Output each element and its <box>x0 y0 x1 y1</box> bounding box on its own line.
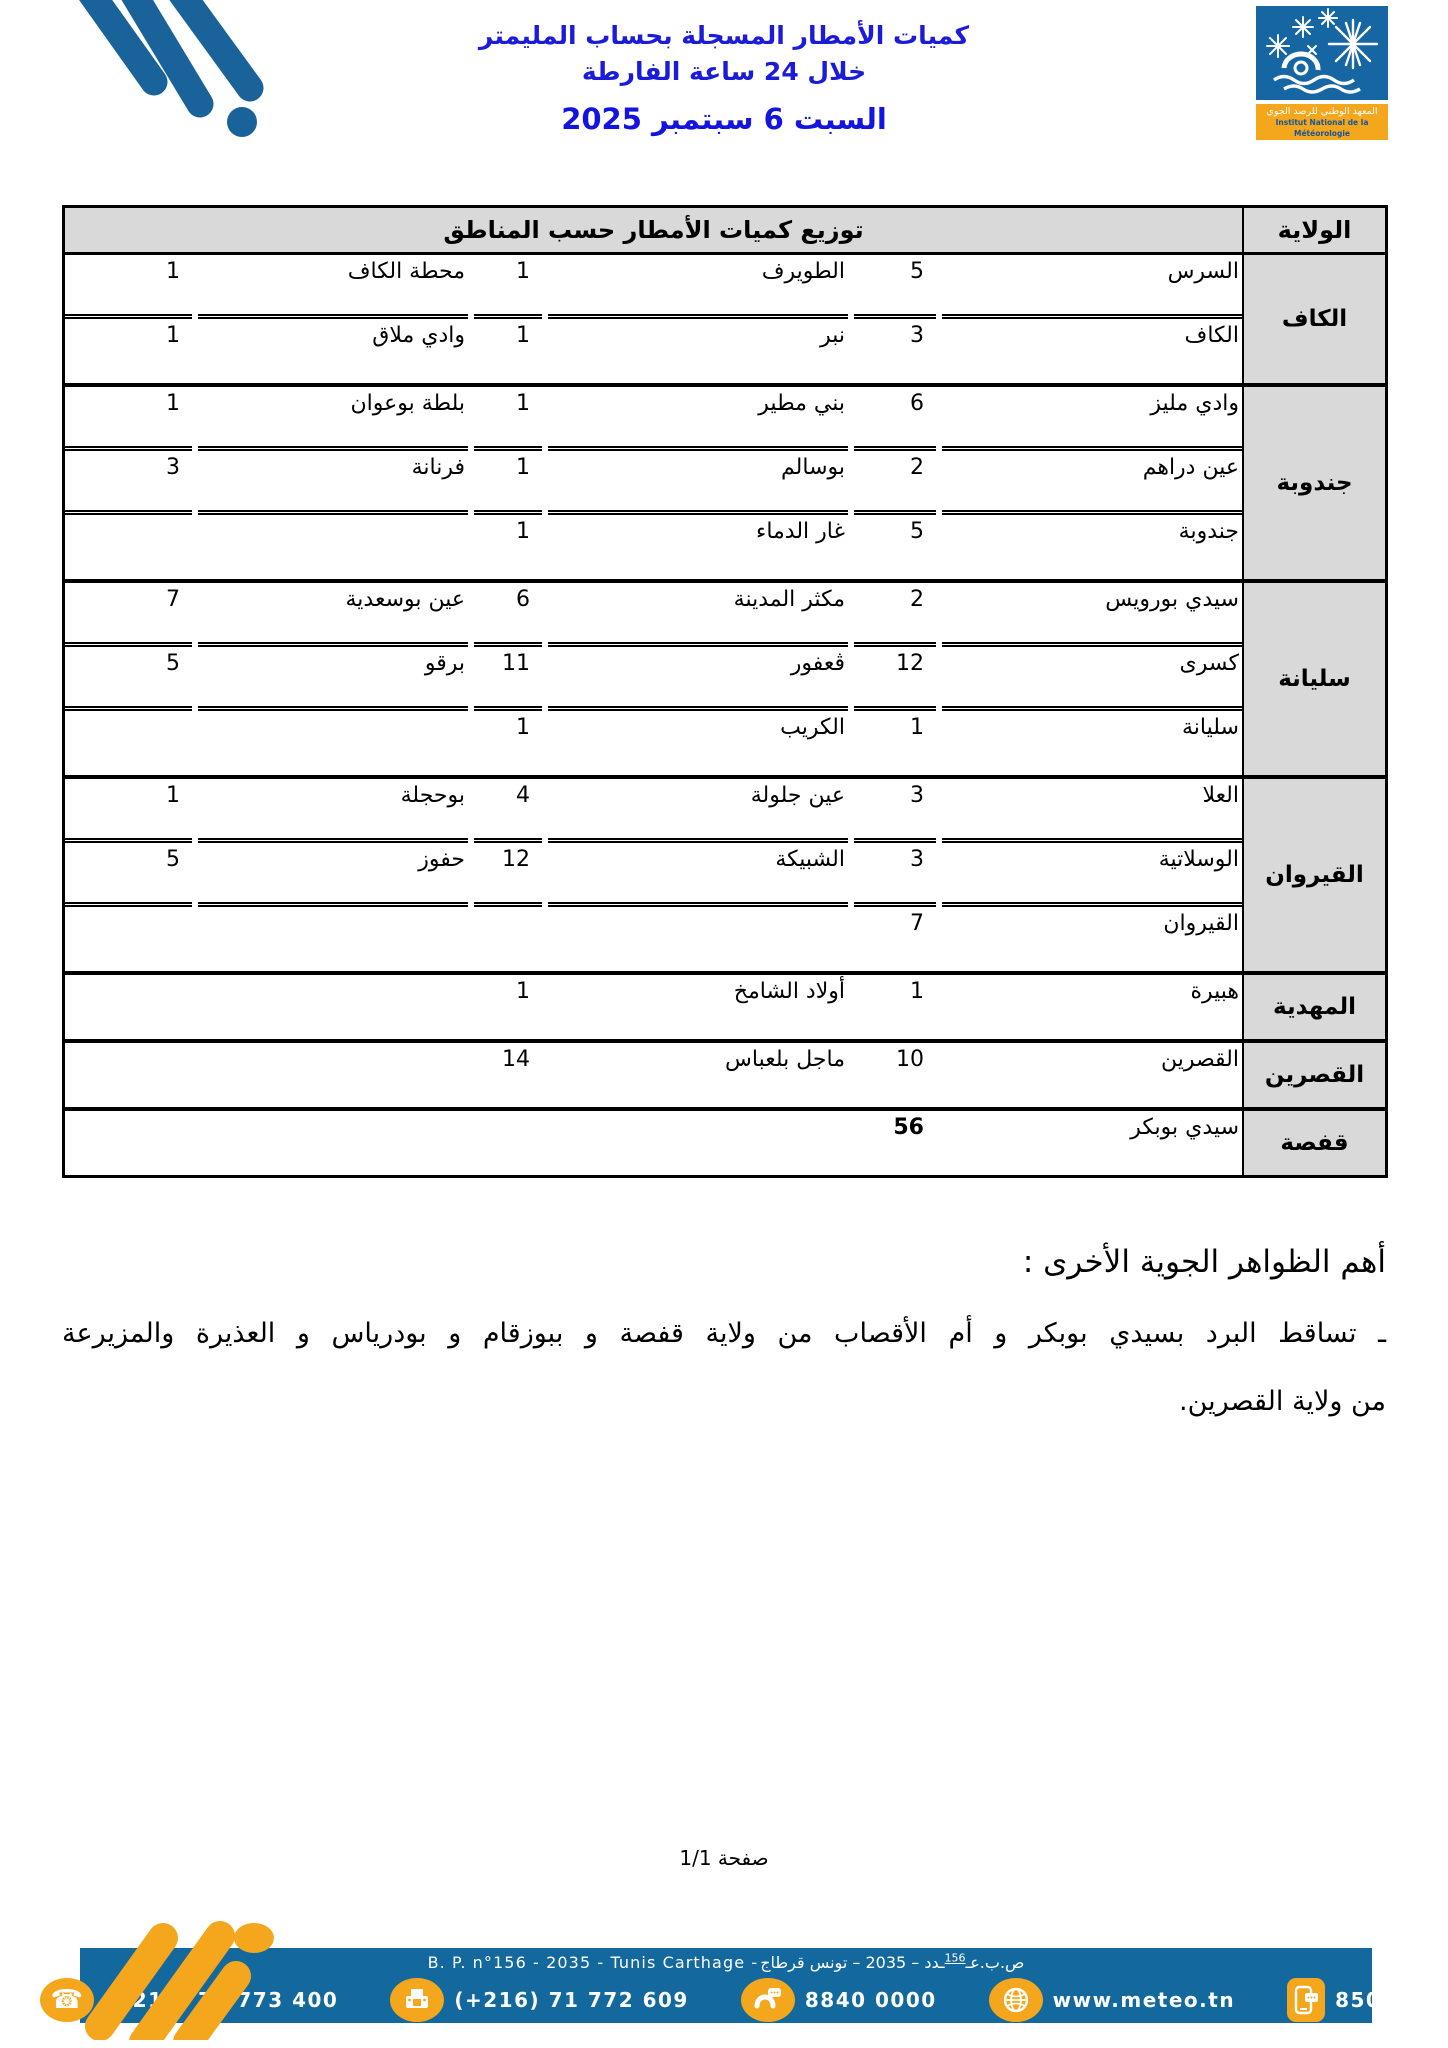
rain-row <box>65 711 1242 775</box>
rain-row <box>65 843 1242 907</box>
station-name-cell: ڤعفور <box>548 647 848 711</box>
globe-icon <box>989 1978 1043 2022</box>
rainfall-table <box>62 205 1388 1178</box>
station-name-cell <box>198 1043 468 1107</box>
station-name-cell: برقو <box>198 647 468 711</box>
rain-row <box>65 319 1242 383</box>
wilaya-group <box>65 1043 1385 1111</box>
rain-value-cell: 6 <box>474 583 542 647</box>
rain-value-cell: 5 <box>854 255 936 319</box>
footer-contact-label: (+216) 71 772 609 <box>454 1988 689 2012</box>
rain-value-cell <box>65 975 192 1039</box>
inm-logo-band <box>1256 104 1388 140</box>
footer-contact-label: (+216) 71 773 400 <box>103 1988 339 2012</box>
wilaya-label: القصرين <box>1242 1043 1385 1107</box>
station-name-cell: أولاد الشامخ <box>733 979 845 1004</box>
station-name-cell: جندوبة <box>1178 519 1239 544</box>
station-name-cell <box>198 1111 468 1175</box>
footer-contact-label: www.meteo.tn <box>1052 1988 1236 2012</box>
wilaya-group <box>65 1111 1385 1175</box>
rain-value-cell: 14 <box>502 1047 530 1072</box>
station-name-cell: بني مطير <box>548 387 848 451</box>
rain-row <box>65 583 1242 647</box>
footer-contact-item <box>741 1978 937 2022</box>
station-name-cell: هبيرة <box>1190 979 1239 1004</box>
station-name-cell: الشبيكة <box>548 843 848 907</box>
phenomena-text-line2: من ولاية القصرين. <box>1179 1386 1386 1417</box>
rain-value-cell: 1 <box>516 715 530 740</box>
table-header-wilaya: الولاية <box>1242 208 1385 252</box>
rain-value-cell: 5 <box>65 843 192 907</box>
rain-value-cell <box>65 907 192 971</box>
rain-value-cell <box>65 515 192 579</box>
station-name-cell: وادي مليز <box>942 387 1242 451</box>
rain-value-cell: 1 <box>516 323 530 348</box>
table-header-row <box>65 208 1385 255</box>
rain-value-cell: 10 <box>896 1047 924 1072</box>
station-name-cell: عين جلولة <box>548 779 848 843</box>
rain-value-cell: 1 <box>910 715 924 740</box>
rain-row <box>65 451 1242 515</box>
station-name-cell: مكثر المدينة <box>548 583 848 647</box>
station-name-cell <box>198 907 468 971</box>
rain-value-cell: 5 <box>65 647 192 711</box>
rain-row <box>65 515 1242 579</box>
footer-accent-graphic <box>48 1896 328 2040</box>
footer-contact-label: 8840 0000 <box>804 1988 937 2012</box>
inm-logo-french-name: Institut National de la Météorologie <box>1275 118 1369 138</box>
report-title-line1: كميات الأمطار المسجلة بحساب المليمتر <box>478 21 970 50</box>
station-name-cell: ماجل بلعباس <box>725 1047 845 1072</box>
rain-value-cell: 12 <box>854 647 936 711</box>
station-name-cell <box>198 975 468 1039</box>
footer-address-arabic-pre: ص.ب.عـ <box>965 1953 1025 1972</box>
station-name-cell <box>548 1111 848 1175</box>
rain-value-cell: 1 <box>474 451 542 515</box>
rain-value-cell: 12 <box>474 843 542 907</box>
wilaya-group <box>65 387 1385 583</box>
rain-value-cell: 1 <box>166 323 180 348</box>
wilaya-label: جندوبة <box>1242 387 1385 579</box>
rain-value-cell: 1 <box>516 979 530 1004</box>
station-name-cell <box>198 711 468 775</box>
station-name-cell: الكريب <box>780 715 845 740</box>
rain-value-cell: 3 <box>854 843 936 907</box>
star-icon <box>1267 35 1289 57</box>
report-date: السبت 6 سبتمبر 2025 <box>561 102 887 136</box>
inm-logo-emblem <box>1256 6 1388 100</box>
callcenter-icon <box>741 1978 795 2022</box>
wilaya-label: الكاف <box>1242 255 1385 383</box>
rain-value-cell: 7 <box>65 583 192 647</box>
footer-contact-label: 85012 <box>1335 1988 1413 2012</box>
station-name-cell: فرنانة <box>198 451 468 515</box>
station-name-cell: الطويرف <box>548 255 848 319</box>
rain-value-cell: 1 <box>65 779 192 843</box>
rain-value-cell: 3 <box>65 451 192 515</box>
station-name-cell: سيدي بوبكر <box>1130 1115 1239 1140</box>
report-title-line2: خلال 24 ساعة الفارطة <box>581 57 867 86</box>
rain-value-cell: 7 <box>910 911 924 936</box>
rain-row <box>65 1043 1242 1107</box>
rain-row <box>65 255 1242 319</box>
footer-address-arabic <box>760 1953 1024 1973</box>
station-name-cell: حفوز <box>198 843 468 907</box>
wilaya-group <box>65 975 1385 1043</box>
footer-address-arabic-post: ـدد – 2035 – تونس قرطاج <box>760 1953 945 1972</box>
rain-value-cell: 1 <box>516 519 530 544</box>
rain-value-cell: 2 <box>854 583 936 647</box>
star-icon <box>1319 9 1337 27</box>
rain-value-cell: 1 <box>65 255 192 319</box>
rain-value-cell: 56 <box>893 1115 924 1140</box>
inm-logo <box>1256 6 1388 140</box>
station-name-cell: غار الدماء <box>755 519 845 544</box>
station-name-cell: سيدي بورويس <box>942 583 1242 647</box>
station-name-cell: نبر <box>820 323 845 348</box>
station-name-cell: سليانة <box>1182 715 1239 740</box>
page-number: صفحة 1/1 <box>679 1846 769 1870</box>
rain-row <box>65 387 1242 451</box>
rain-value-cell <box>65 711 192 775</box>
rain-row <box>65 975 1242 1039</box>
rain-value-cell: 6 <box>854 387 936 451</box>
snowflake-icon <box>1329 20 1377 68</box>
footer-contact-item <box>390 1978 689 2022</box>
rain-value-cell: 11 <box>474 647 542 711</box>
station-name-cell <box>548 907 848 971</box>
rain-value-cell: 3 <box>910 323 924 348</box>
table-header-distribution: توزيع كميات الأمطار حسب المناطق <box>443 216 864 244</box>
report-title <box>0 18 1448 90</box>
wilaya-group <box>65 583 1385 779</box>
station-name-cell: كسرى <box>942 647 1242 711</box>
station-name-cell: الكاف <box>1184 323 1239 348</box>
wilaya-label: قفصة <box>1242 1111 1385 1175</box>
footer-address-latin: B. P. n°156 - 2035 - Tunis Carthage - <box>427 1953 759 1972</box>
rain-row <box>65 779 1242 843</box>
rain-row <box>65 907 1242 971</box>
rain-value-cell <box>65 1111 192 1175</box>
wilaya-label: سليانة <box>1242 583 1385 775</box>
rain-value-cell <box>65 1043 192 1107</box>
wilaya-label: المهدية <box>1242 975 1385 1039</box>
rain-row <box>65 647 1242 711</box>
rain-value-cell: 5 <box>910 519 924 544</box>
wilaya-group <box>65 779 1385 975</box>
phenomena-heading: أهم الظواهر الجوية الأخرى : <box>1022 1244 1386 1280</box>
footer-contact-item <box>989 1978 1235 2022</box>
table-body <box>65 255 1385 1175</box>
fax-icon <box>390 1978 444 2022</box>
station-name-cell: القيروان <box>1163 911 1239 936</box>
wilaya-label: القيروان <box>1242 779 1385 971</box>
telephone-icon: ☎ <box>40 1978 94 2022</box>
station-name-cell: الوسلاتية <box>942 843 1242 907</box>
footer-address-box-number: 156 <box>944 1951 966 1965</box>
station-name-cell: العلا <box>942 779 1242 843</box>
sms-icon <box>1287 1978 1325 2022</box>
rain-value-cell: 1 <box>910 979 924 1004</box>
station-name-cell: عين دراهم <box>942 451 1242 515</box>
wilaya-group <box>65 255 1385 387</box>
station-name-cell: بوسالم <box>548 451 848 515</box>
rain-value-cell: 1 <box>474 387 542 451</box>
rain-row <box>65 1111 1242 1175</box>
station-name-cell: محطة الكاف <box>198 255 468 319</box>
station-name-cell: القصرين <box>1160 1047 1239 1072</box>
station-name-cell: وادي ملاق <box>372 323 465 348</box>
station-name-cell: بلطة بوعوان <box>198 387 468 451</box>
rain-value-cell: 1 <box>65 387 192 451</box>
station-name-cell: عين بوسعدية <box>198 583 468 647</box>
star-icon <box>1293 17 1313 37</box>
rain-value-cell: 4 <box>474 779 542 843</box>
rain-value-cell <box>474 1111 542 1175</box>
footer-contact-item <box>1287 1978 1412 2022</box>
station-name-cell: بوحجلة <box>198 779 468 843</box>
station-name-cell <box>198 515 468 579</box>
phenomena-text-line1: ـ تساقط البرد بسيدي بوبكر و أم الأقصاب من ولاية قفصة و ببوزقام و بودرياس و العذيرة والمزيرعة <box>62 1318 1386 1349</box>
rain-value-cell: 2 <box>854 451 936 515</box>
rain-value-cell <box>474 907 542 971</box>
rain-value-cell: 1 <box>474 255 542 319</box>
rain-value-cell: 3 <box>854 779 936 843</box>
inm-logo-arabic-name: المعهد الوطني للرصد الجوي <box>1266 106 1378 117</box>
station-name-cell: السرس <box>942 255 1242 319</box>
